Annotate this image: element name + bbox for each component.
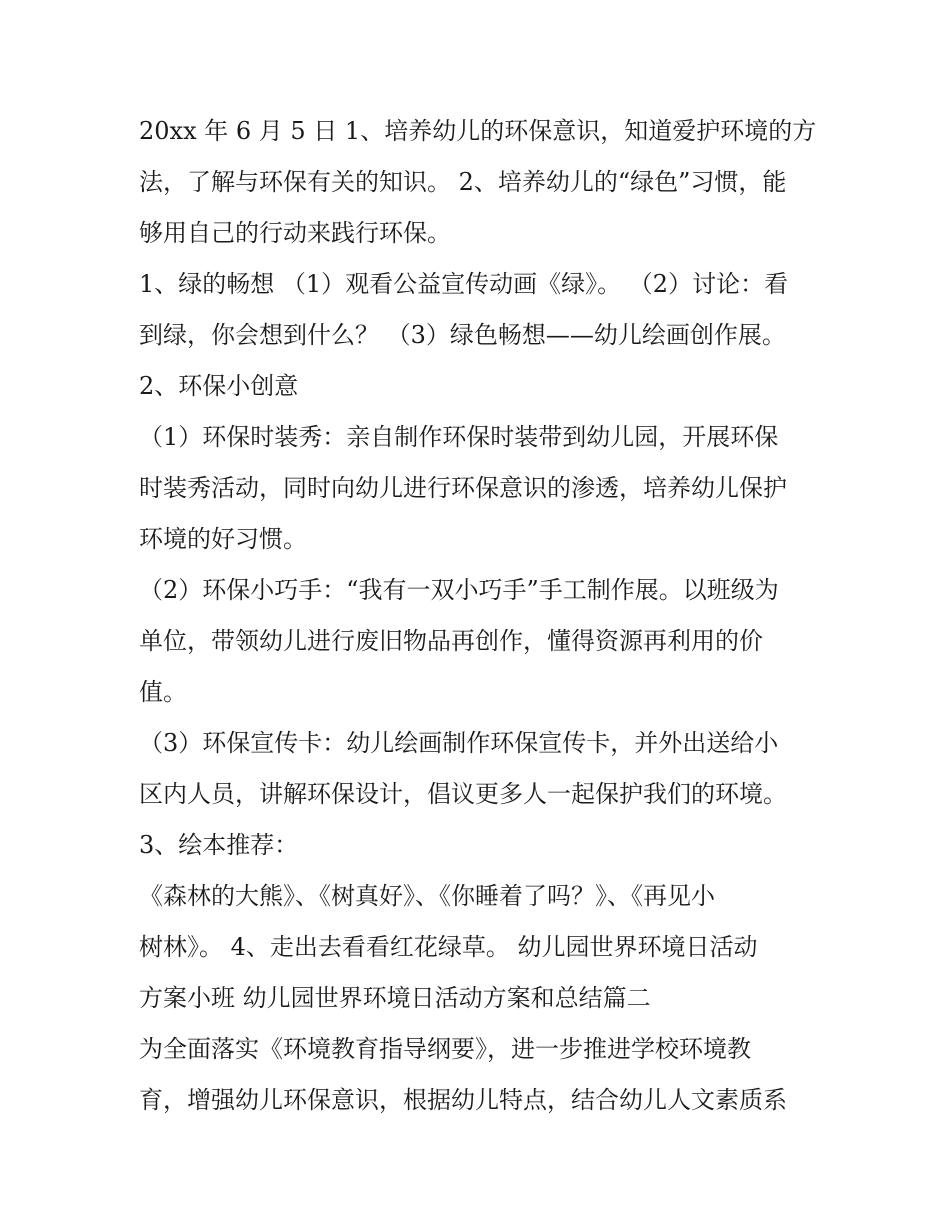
text-line: 够用自己的行动来践行环保。 xyxy=(139,219,451,247)
text-line: （3）环保宣传卡：幼儿绘画制作环保宣传卡，并外出送给小 xyxy=(139,729,779,757)
text-line: 环境的好习惯。 xyxy=(139,525,307,553)
text-line: 2、环保小创意 xyxy=(139,372,299,400)
text-line: 《森林的大熊》、《树真好》、《你睡着了吗？》、《再见小 xyxy=(139,882,715,910)
text-line: 单位，带领幼儿进行废旧物品再创作，懂得资源再利用的价 xyxy=(139,627,763,655)
text-line: 20xx 年 6 月 5 日 1、培养幼儿的环保意识，知道爱护环境的方 xyxy=(139,117,817,145)
text-line: 方案小班 幼儿园世界环境日活动方案和总结篇二 xyxy=(139,984,651,1012)
document-body xyxy=(139,106,819,1126)
text-line: （1）环保时装秀：亲自制作环保时装带到幼儿园，开展环保 xyxy=(139,423,779,451)
text-line: （2）环保小巧手：“我有一双小巧手”手工制作展。以班级为 xyxy=(139,576,779,604)
text-line: 育，增强幼儿环保意识，根据幼儿特点，结合幼儿人文素质系 xyxy=(139,1086,787,1114)
text-line: 1、绿的畅想 （1）观看公益宣传动画《绿》。 （2）讨论：看 xyxy=(139,270,789,298)
text-line: 到绿，你会想到什么？ （3）绿色畅想——幼儿绘画创作展。 xyxy=(139,321,786,349)
text-line: 区内人员，讲解环保设计，倡议更多人一起保护我们的环境。 xyxy=(139,780,787,808)
text-line: 3、绘本推荐： xyxy=(139,831,299,859)
text-line: 为全面落实《环境教育指导纲要》，进一步推进学校环境教 xyxy=(139,1035,751,1063)
text-line: 法，了解与环保有关的知识。 2、培养幼儿的“绿色”习惯，能 xyxy=(139,168,787,196)
text-line: 值。 xyxy=(139,678,187,706)
text-line: 时装秀活动，同时向幼儿进行环保意识的渗透，培养幼儿保护 xyxy=(139,474,787,502)
text-line: 树林》。 4、走出去看看红花绿草。 幼儿园世界环境日活动 xyxy=(139,933,758,961)
